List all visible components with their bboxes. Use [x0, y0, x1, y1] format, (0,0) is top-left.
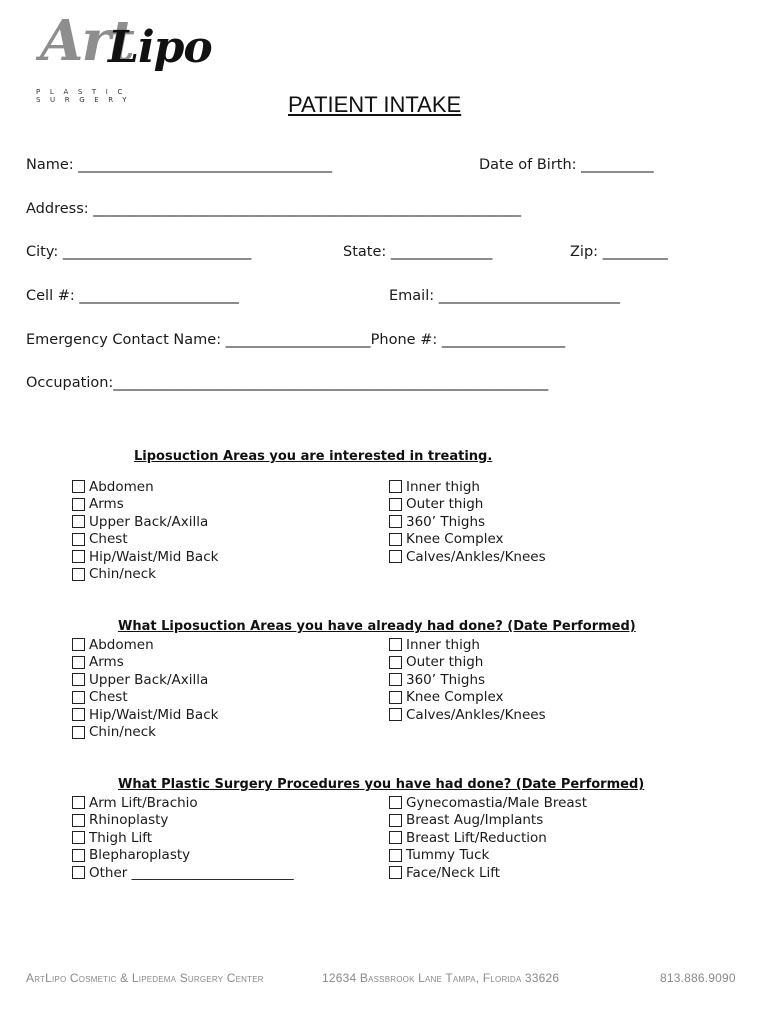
checkbox-item[interactable]: [72, 847, 294, 865]
footer-phone: 813.886.9090: [660, 971, 736, 985]
state-field[interactable]: State: ______________: [343, 244, 493, 260]
page-title: PATIENT INTAKE: [288, 92, 462, 117]
checkbox-label: Thigh Lift: [89, 829, 153, 846]
checkbox-icon[interactable]: [72, 638, 85, 651]
checkbox-label: Other ________________________: [89, 864, 294, 881]
checkbox-item[interactable]: [72, 794, 294, 812]
checkbox-item[interactable]: [72, 513, 218, 531]
checkbox-label: 360’ Thighs: [406, 513, 486, 530]
checkbox-label: Hip/Waist/Mid Back: [89, 706, 219, 723]
checkbox-label: Rhinoplasty: [89, 812, 169, 829]
emergency-contact-field[interactable]: Emergency Contact Name: ____________________Phone #: _________________: [26, 332, 566, 348]
checkbox-label: Chest: [89, 531, 128, 548]
checkbox-icon[interactable]: [72, 515, 85, 528]
occupation-field[interactable]: Occupation:____________________________________________________________: [26, 375, 549, 391]
already-done-right-list: [389, 636, 546, 724]
checkbox-item[interactable]: [389, 812, 587, 830]
checkbox-icon[interactable]: [389, 866, 402, 879]
checkbox-item[interactable]: [389, 671, 546, 689]
checkbox-icon[interactable]: [389, 831, 402, 844]
plastic-right-list: [389, 794, 587, 882]
checkbox-icon[interactable]: [389, 673, 402, 686]
checkbox-item[interactable]: [389, 864, 587, 882]
checkbox-icon[interactable]: [72, 726, 85, 739]
checkbox-label: Upper Back/Axilla: [89, 513, 209, 530]
checkbox-item[interactable]: [72, 548, 218, 566]
zip-field[interactable]: Zip: _________: [570, 244, 668, 260]
footer-center-name: ArtLipo Cosmetic & Lipedema Surgery Center: [26, 971, 264, 985]
checkbox-icon[interactable]: [389, 796, 402, 809]
checkbox-icon[interactable]: [389, 814, 402, 827]
checkbox-label: Blepharoplasty: [89, 847, 191, 864]
checkbox-label: Inner thigh: [406, 478, 480, 495]
already-done-left-list: [72, 636, 218, 741]
checkbox-label: 360’ Thighs: [406, 671, 486, 688]
checkbox-item[interactable]: [72, 671, 218, 689]
checkbox-item[interactable]: [389, 829, 587, 847]
checkbox-label: Upper Back/Axilla: [89, 671, 209, 688]
checkbox-icon[interactable]: [389, 550, 402, 563]
checkbox-label: Abdomen: [89, 636, 154, 653]
checkbox-item[interactable]: [72, 496, 218, 514]
plastic-surgery-section-title: What Plastic Surgery Procedures you have had done? (Date Performed): [118, 777, 645, 792]
name-field[interactable]: Name: ___________________________________: [26, 157, 333, 173]
checkbox-item[interactable]: [72, 689, 218, 707]
checkbox-label: Hip/Waist/Mid Back: [89, 548, 219, 565]
checkbox-label: Tummy Tuck: [406, 847, 490, 864]
checkbox-icon[interactable]: [389, 691, 402, 704]
interested-right-list: [389, 478, 546, 566]
checkbox-icon[interactable]: [72, 831, 85, 844]
checkbox-item[interactable]: [72, 654, 218, 672]
checkbox-icon[interactable]: [72, 550, 85, 563]
checkbox-label: Breast Lift/Reduction: [406, 829, 547, 846]
checkbox-item[interactable]: [72, 724, 218, 742]
checkbox-item[interactable]: [72, 864, 294, 882]
checkbox-item[interactable]: [389, 513, 546, 531]
checkbox-label: Face/Neck Lift: [406, 864, 501, 881]
checkbox-icon[interactable]: [389, 849, 402, 862]
checkbox-icon[interactable]: [72, 691, 85, 704]
checkbox-item[interactable]: [389, 548, 546, 566]
checkbox-icon[interactable]: [389, 708, 402, 721]
checkbox-icon[interactable]: [72, 708, 85, 721]
checkbox-label: Knee Complex: [406, 689, 504, 706]
checkbox-icon[interactable]: [72, 849, 85, 862]
interested-section-title: Liposuction Areas you are interested in treating.: [134, 449, 493, 464]
checkbox-label: Inner thigh: [406, 636, 480, 653]
artlipo-logo: [36, 8, 216, 104]
checkbox-item[interactable]: [72, 812, 294, 830]
checkbox-icon[interactable]: [72, 814, 85, 827]
checkbox-icon[interactable]: [72, 568, 85, 581]
checkbox-item[interactable]: [389, 478, 546, 496]
plastic-left-list: [72, 794, 294, 882]
checkbox-label: Arms: [89, 654, 124, 671]
checkbox-item[interactable]: [389, 706, 546, 724]
checkbox-label: Breast Aug/Implants: [406, 812, 544, 829]
email-field[interactable]: Email: _________________________: [389, 288, 620, 304]
checkbox-label: Knee Complex: [406, 531, 504, 548]
address-field[interactable]: Address: ___________________________________________________________: [26, 201, 521, 217]
checkbox-label: Gynecomastia/Male Breast: [406, 794, 588, 811]
checkbox-item[interactable]: [389, 654, 546, 672]
checkbox-item[interactable]: [389, 689, 546, 707]
checkbox-icon[interactable]: [72, 796, 85, 809]
checkbox-label: Calves/Ankles/Knees: [406, 706, 546, 723]
checkbox-icon[interactable]: [389, 533, 402, 546]
checkbox-item[interactable]: [389, 496, 546, 514]
checkbox-item[interactable]: [389, 531, 546, 549]
checkbox-icon[interactable]: [72, 866, 85, 879]
checkbox-item[interactable]: [389, 636, 546, 654]
already-done-section-title: What Liposuction Areas you have already had done? (Date Performed): [118, 619, 636, 634]
checkbox-label: Outer thigh: [406, 496, 484, 513]
checkbox-icon[interactable]: [389, 638, 402, 651]
checkbox-icon[interactable]: [72, 656, 85, 669]
checkbox-item[interactable]: [72, 706, 218, 724]
checkbox-label: Chin/neck: [89, 566, 156, 583]
checkbox-icon[interactable]: [389, 515, 402, 528]
dob-field[interactable]: Date of Birth: __________: [479, 157, 654, 173]
checkbox-item[interactable]: [72, 829, 294, 847]
checkbox-item[interactable]: [389, 847, 587, 865]
city-field[interactable]: City: __________________________: [26, 244, 252, 260]
checkbox-label: Abdomen: [89, 478, 154, 495]
checkbox-item[interactable]: [72, 531, 218, 549]
interested-left-list: [72, 478, 218, 583]
cell-field[interactable]: Cell #: ______________________: [26, 288, 239, 304]
checkbox-item[interactable]: [72, 636, 218, 654]
checkbox-label: Arm Lift/Brachio: [89, 794, 198, 811]
checkbox-icon[interactable]: [389, 656, 402, 669]
checkbox-label: Chin/neck: [89, 724, 156, 741]
checkbox-label: Arms: [89, 496, 124, 513]
checkbox-icon[interactable]: [72, 533, 85, 546]
logo-lipo-text: Lipo: [108, 22, 212, 73]
logo-art-text: Art: [40, 8, 133, 74]
checkbox-icon[interactable]: [72, 673, 85, 686]
logo-subtitle: PLASTIC SURGERY: [36, 88, 137, 104]
checkbox-icon[interactable]: [72, 498, 85, 511]
checkbox-label: Calves/Ankles/Knees: [406, 548, 546, 565]
checkbox-item[interactable]: [72, 478, 218, 496]
checkbox-icon[interactable]: [389, 498, 402, 511]
checkbox-icon[interactable]: [389, 480, 402, 493]
checkbox-icon[interactable]: [72, 480, 85, 493]
checkbox-item[interactable]: [389, 794, 587, 812]
footer-address: 12634 Bassbrook Lane Tampa, Florida 33626: [322, 971, 560, 985]
checkbox-label: Chest: [89, 689, 128, 706]
checkbox-label: Outer thigh: [406, 654, 484, 671]
checkbox-item[interactable]: [72, 566, 218, 584]
